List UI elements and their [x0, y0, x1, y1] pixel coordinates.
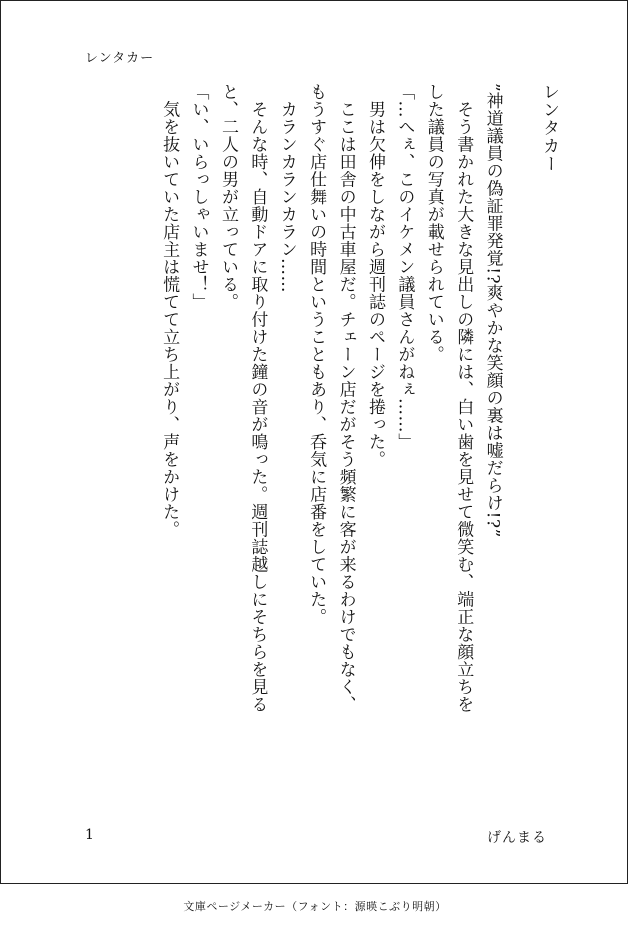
story-line: 気を抜いていた店主は慌てて立ち上がり、声をかけた。 — [159, 83, 180, 538]
page-number: 1 — [85, 827, 94, 843]
story-title: レンタカー — [539, 83, 559, 173]
story-line: 男は欠伸をしながら週刊誌のページを捲った。 — [364, 83, 385, 468]
story-line: ここは田舎の中古車屋だ。チェーン店だがそう頻繁に客が来るわけでもなく、 — [335, 83, 356, 713]
story-line: 「い、いらっしゃいませ！」 — [188, 83, 209, 311]
running-header: レンタカー — [85, 51, 155, 66]
story-line: カランカランカラン…… — [276, 83, 297, 293]
story-line: と、二人の男が立っている。 — [217, 83, 238, 311]
story-line: した議員の写真が載せられている。 — [423, 83, 444, 363]
story-line: ”神道議員の偽証罪発覚!?爽やかな笑顔の裏は嘘だらけ!?” — [482, 83, 503, 538]
story-text-block — [69, 83, 563, 813]
story-line: そんな時、自動ドアに取り付けた鐘の音が鳴った。週刊誌越しにそちらを見る — [247, 83, 268, 713]
story-line: 「…へぇ、このイケメン議員さんがねぇ……」 — [394, 83, 415, 451]
generator-credit: 文庫ページメーカー（フォント：源暎こぶり明朝） — [183, 900, 447, 913]
story-line: もうすぐ店仕舞いの時間ということもあり、呑気に店番をしていた。 — [306, 83, 327, 626]
author-name: げんまる — [487, 830, 547, 846]
story-line: そう書かれた大きな見出しの隣には、白い歯を見せて微笑む、端正な顔立ちを — [453, 83, 474, 713]
